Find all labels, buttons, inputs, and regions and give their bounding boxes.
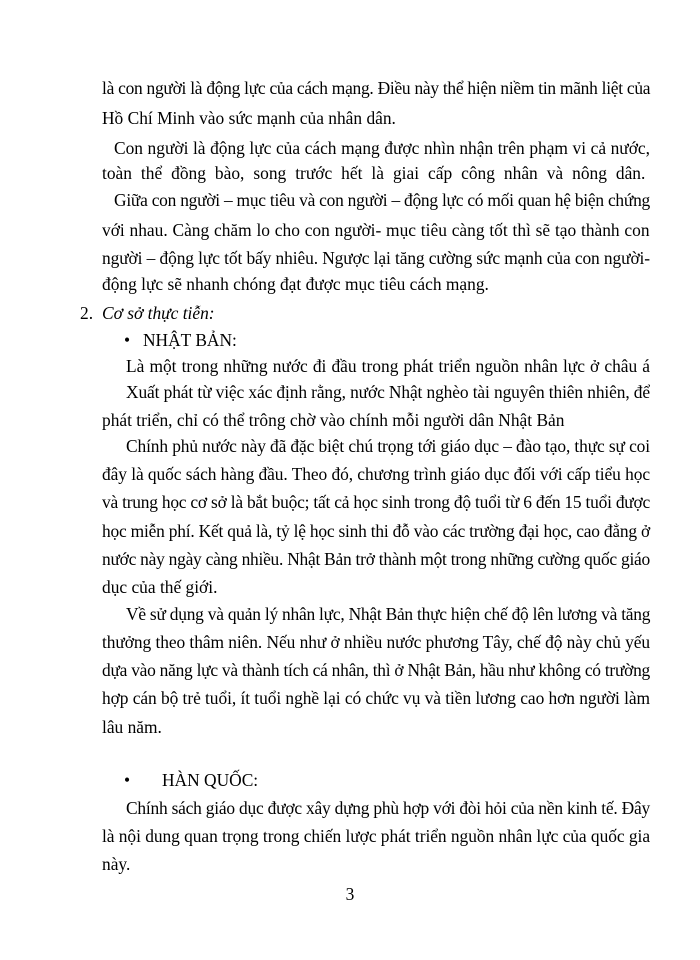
paragraph-line: Xuất phát từ việc xác định rằng, nước Nhật nghèo tài nguyên thiên nhiên, để: [126, 382, 650, 402]
section-number: 2.: [80, 303, 94, 323]
bullet-icon: •: [124, 330, 131, 350]
paragraph-line: này.: [102, 854, 131, 874]
section-title: Cơ sở thực tiễn:: [102, 303, 215, 323]
japan-heading: NHẬT BẢN:: [143, 330, 237, 350]
paragraph-line: và trung học cơ sở là bắt buộc; tất cả học sinh trong độ tuổi từ 6 đến 15 tuổi được: [102, 492, 650, 512]
paragraph-line: là nội dung quan trọng trong chiến lược phát triển nguồn nhân lực của quốc gia: [102, 826, 650, 846]
korea-heading: HÀN QUỐC:: [162, 770, 259, 790]
page-number: 3: [345, 884, 355, 904]
paragraph-line: Hồ Chí Minh vào sức mạnh của nhân dân.: [102, 108, 396, 128]
paragraph-line: lâu năm.: [102, 717, 162, 737]
paragraph-line: hợp cán bộ trẻ tuổi, ít tuổi nghề lại có chức vụ và tiền lương cao hơn người làm: [102, 688, 650, 708]
paragraph-line: toàn thể đồng bào, song trước hết là giai cấp công nhân và nông dân.: [102, 163, 646, 183]
paragraph-line: Con người là động lực của cách mạng được nhìn nhận trên phạm vi cả nước,: [114, 138, 650, 158]
paragraph-line: dục của thế giới.: [102, 577, 218, 597]
paragraph-line: người – động lực tốt bấy nhiêu. Ngược lại tăng cường sức mạnh của con người-: [102, 248, 650, 268]
paragraph-line: động lực sẽ nhanh chóng đạt được mục tiêu cách mạng.: [102, 274, 489, 294]
paragraph-line: nước này ngày càng nhiều. Nhật Bản trở thành một trong những cường quốc giáo: [102, 549, 650, 569]
paragraph-line: học miễn phí. Kết quả là, tỷ lệ học sinh thi đỗ vào các trường đại học, cao đẳng ở: [102, 521, 650, 541]
paragraph-line: với nhau. Càng chăm lo cho con người- mục tiêu càng tốt thì sẽ tạo thành con: [102, 220, 650, 240]
paragraph-line: Là một trong những nước đi đầu trong phát triển nguồn nhân lực ở châu á: [126, 356, 650, 376]
bullet-icon: •: [124, 770, 131, 790]
paragraph-line: phát triển, chỉ có thể trông chờ vào chính mỗi người dân Nhật Bản: [102, 410, 565, 430]
paragraph-line: đây là quốc sách hàng đầu. Theo đó, chương trình giáo dục đối với cấp tiểu học: [102, 464, 650, 484]
paragraph-line: Giữa con người – mục tiêu và con người – động lực có mối quan hệ biện chứng: [114, 190, 650, 210]
paragraph-line: Chính phủ nước này đã đặc biệt chú trọng tới giáo dục – đào tạo, thực sự coi: [126, 436, 650, 456]
paragraph-line: thưởng theo thâm niên. Nếu như ở nhiều nước phương Tây, chế độ này chủ yếu: [102, 632, 650, 652]
paragraph-line: Chính sách giáo dục được xây dựng phù hợp với đòi hỏi của nền kinh tế. Đây: [126, 798, 650, 818]
paragraph-line: là con người là động lực của cách mạng. Điều này thể hiện niềm tin mãnh liệt của: [102, 78, 651, 98]
paragraph-line: Về sử dụng và quản lý nhân lực, Nhật Bản thực hiện chế độ lên lương và tăng: [126, 604, 651, 624]
paragraph-line: dựa vào năng lực và thành tích cá nhân, thì ở Nhật Bản, hầu như không có trường: [102, 660, 651, 680]
